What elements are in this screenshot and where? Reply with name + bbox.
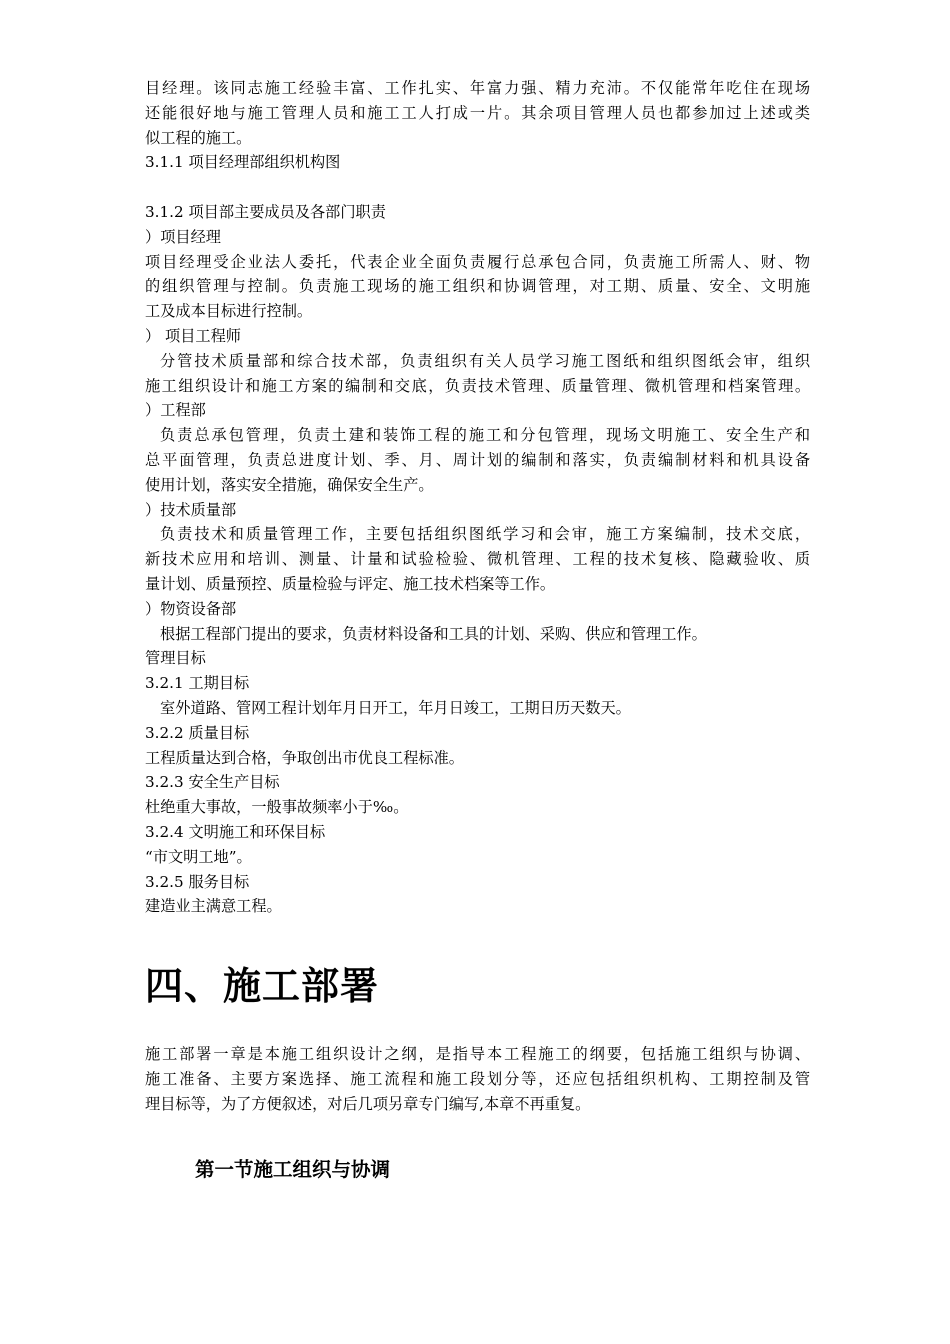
document-page [145, 76, 810, 1184]
section-title: 第一节施工组织与协调 [195, 1158, 391, 1182]
heading-3-2-2: 3.2.2 质量目标 [145, 723, 250, 742]
paragraph-line: 工及成本目标进行控制。 [145, 302, 313, 321]
heading-3-2-5: 3.2.5 服务目标 [145, 872, 250, 891]
service-goal-text: 建造业主满意工程。 [145, 897, 282, 916]
paragraph-line: 总平面管理，负责总进度计划、季、月、周计划的编制和落实，负责编制材料和机具设备 [145, 450, 810, 469]
paragraph-line: 理目标等，为了方便叙述，对后几项另章专门编写,本章不再重复。 [145, 1094, 591, 1113]
paragraph-line: 使用计划，落实安全措施，确保安全生产。 [145, 475, 434, 494]
item-project-manager-text [145, 250, 810, 324]
item-project-manager-heading: ）项目经理 [145, 227, 221, 246]
item-materials-dept-text: 根据工程部门提出的要求，负责材料设备和工具的计划、采购、供应和管理工作。 [160, 624, 707, 643]
civilized-construction-goal-text: “市文明工地”。 [145, 847, 252, 866]
item-tech-quality-dept-text [145, 522, 810, 596]
paragraph-line: 新技术应用和培训、测量、计量和试验检验、微机管理、工程的技术复核、隐藏验收、质 [145, 550, 810, 569]
paragraph-line: 施工部署一章是本施工组织设计之纲，是指导本工程施工的纲要，包括施工组织与协调、 [145, 1045, 810, 1064]
item-project-engineer-text [145, 349, 810, 399]
paragraph-line: 分管技术质量部和综合技术部，负责组织有关人员学习施工图纸和组织图纸会审，组织 [160, 351, 810, 370]
schedule-goal-text: 室外道路、管网工程计划年月日开工，年月日竣工，工期日历天数天。 [160, 698, 631, 717]
paragraph-line: 目经理。该同志施工经验丰富、工作扎实、年富力强、精力充沛。不仅能常年吃住在现场 [145, 79, 810, 97]
paragraph-line: 似工程的施工。 [145, 128, 252, 147]
blank-line [145, 175, 810, 200]
paragraph-line: 还能很好地与施工管理人员和施工工人打成一片。其余项目管理人员也都参加过上述或类 [145, 103, 810, 122]
quality-goal-text: 工程质量达到合格，争取创出市优良工程标准。 [145, 748, 464, 767]
heading-3-2-1: 3.2.1 工期目标 [145, 674, 250, 693]
paragraph-line: 项目经理受企业法人委托，代表企业全面负责履行总承包合同，负责施工所需人、财、物 [145, 252, 810, 271]
item-engineering-dept-text [145, 423, 810, 497]
item-tech-quality-dept-heading: ）技术质量部 [145, 500, 237, 519]
item-materials-dept-heading: ）物资设备部 [145, 599, 237, 618]
paragraph-line: 的组织管理与控制。负责施工现场的施工组织和协调管理，对工期、质量、安全、文明施 [145, 277, 810, 296]
paragraph-line: 施工准备、主要方案选择、施工流程和施工段划分等，还应包括组织机构、工期控制及管 [145, 1069, 810, 1088]
paragraph-line: 负责技术和质量管理工作，主要包括组织图纸学习和会审，施工方案编制，技术交底， [160, 525, 810, 544]
paragraph-line: 负责总承包管理，负责土建和装饰工程的施工和分包管理，现场文明施工、安全生产和 [160, 426, 810, 445]
intro-paragraph [145, 76, 810, 150]
heading-3-1-1: 3.1.1 项目经理部组织机构图 [145, 153, 341, 172]
item-project-engineer-heading: ） 项目工程师 [145, 326, 241, 345]
heading-3-2-4: 3.2.4 文明施工和环保目标 [145, 822, 326, 841]
heading-3-2-3: 3.2.3 安全生产目标 [145, 773, 280, 792]
paragraph-line: 施工组织设计和施工方案的编制和交底，负责技术管理、质量管理、微机管理和档案管理。 [145, 376, 810, 395]
heading-3-1-2: 3.1.2 项目部主要成员及各部门职责 [145, 202, 386, 221]
chapter-intro-paragraph [145, 1042, 810, 1116]
chapter-title: 四、施工部署 [145, 963, 380, 1009]
safety-goal-text: 杜绝重大事故，一般事故频率小于‰。 [145, 798, 409, 817]
heading-management-goals: 管理目标 [145, 649, 206, 668]
item-engineering-dept-heading: ）工程部 [145, 401, 206, 420]
paragraph-line: 量计划、质量预控、质量检验与评定、施工技术档案等工作。 [145, 574, 556, 593]
